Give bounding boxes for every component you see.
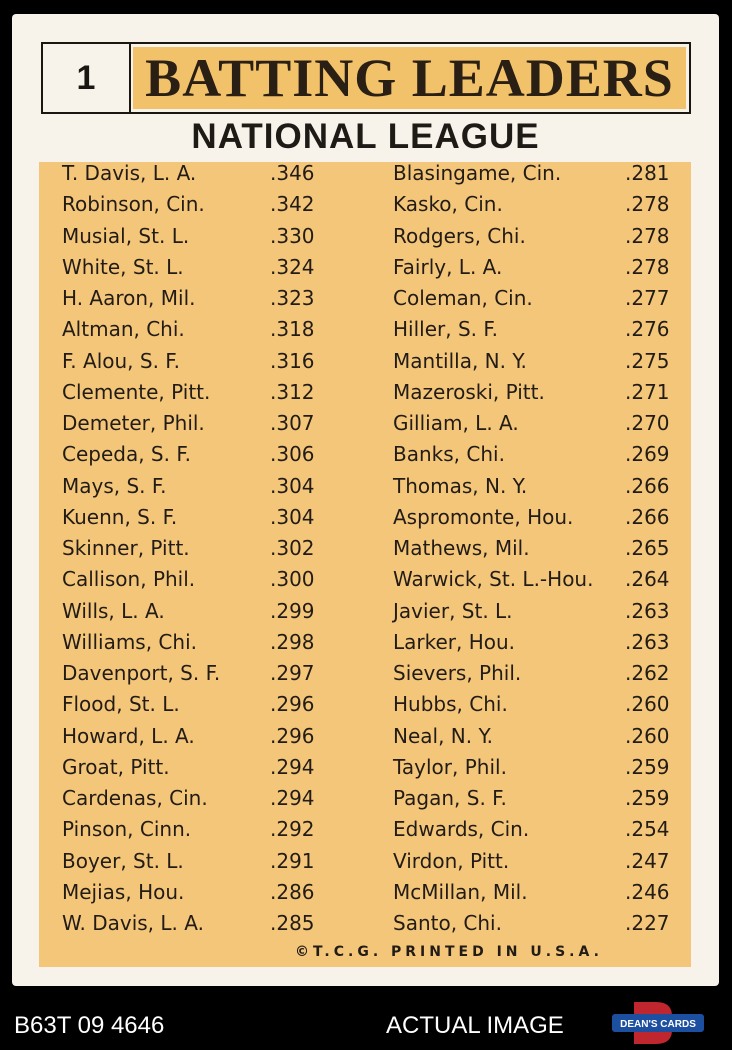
table-row [393,689,685,720]
table-row [62,689,330,720]
batting-average: .286 [270,879,315,904]
player-name: Kasko, Cin. [393,192,503,217]
player-name: Mazeroski, Pitt. [393,379,545,404]
player-name: Boyer, St. L. [62,848,184,873]
player-name: Kuenn, S. F. [62,504,178,529]
table-row [393,283,685,314]
player-name: Gilliam, L. A. [393,411,519,435]
player-name: Warwick, St. L.-Hou. [393,567,594,592]
player-name: Cardenas, Cin. [62,786,208,810]
batting-average: .323 [270,286,315,310]
batting-average: .271 [625,379,670,404]
table-row [393,877,685,908]
batting-average: .260 [625,692,670,717]
table-row [62,908,330,939]
table-row [62,846,330,877]
batting-average: .227 [625,911,670,935]
player-name: Callison, Phil. [62,567,196,592]
batting-average: .270 [625,411,670,435]
batting-average: .246 [625,879,670,904]
table-row [62,471,330,502]
batting-average: .260 [625,723,670,748]
table-row [62,439,330,470]
player-name: W. Davis, L. A. [62,911,204,935]
batting-average: .302 [270,536,315,560]
table-row [393,908,685,939]
table-row [393,314,685,345]
batting-average: .264 [625,567,670,592]
league-title: NATIONAL LEAGUE [191,117,540,156]
table-row [393,377,685,408]
batting-average: .297 [270,661,315,685]
table-row [62,814,330,845]
batting-average: .276 [625,317,670,342]
table-row [62,189,330,220]
table-row [62,377,330,408]
table-row [393,189,685,220]
player-name: McMillan, Mil. [393,879,528,904]
batting-average: .266 [625,473,670,498]
card-number: 1 [43,44,131,112]
table-row [393,408,685,439]
batting-average: .292 [270,817,315,842]
batting-average: .294 [270,786,315,810]
batting-average: .254 [625,817,670,842]
batting-average: .300 [270,567,315,592]
table-row [62,221,330,252]
player-name: Fairly, L. A. [393,254,503,279]
player-name: Mathews, Mil. [393,536,530,560]
batting-average: .263 [625,629,670,654]
player-name: Skinner, Pitt. [62,536,190,560]
batting-average: .346 [270,161,315,185]
table-row [62,877,330,908]
table-row [393,846,685,877]
player-name: Robinson, Cin. [62,192,205,217]
player-name: Wills, L. A. [62,598,165,623]
player-name: Altman, Chi. [62,317,185,342]
player-name: Mays, S. F. [62,473,167,498]
table-row [393,752,685,783]
table-row [393,721,685,752]
table-row [393,158,685,189]
table-row [393,658,685,689]
batting-average: .316 [270,348,315,373]
batting-average: .304 [270,473,315,498]
batting-average: .269 [625,442,670,467]
batting-average: .304 [270,504,315,529]
player-name: Taylor, Phil. [393,754,507,779]
table-row [393,252,685,283]
player-name: Virdon, Pitt. [393,848,510,873]
player-name: Mantilla, N. Y. [393,348,527,373]
player-name: T. Davis, L. A. [62,161,197,185]
player-name: Musial, St. L. [62,223,190,248]
player-name: Sievers, Phil. [393,661,522,685]
batting-average: .342 [270,192,315,217]
table-row [62,533,330,564]
table-row [393,814,685,845]
player-name: Pinson, Cinn. [62,817,192,842]
batting-average: .278 [625,223,670,248]
deans-cards-logo [610,1000,706,1046]
table-row [62,502,330,533]
batting-average: .330 [270,223,315,248]
table-row [62,346,330,377]
table-row [62,252,330,283]
table-row [393,221,685,252]
batting-average: .278 [625,192,670,217]
table-row [393,596,685,627]
batting-average: .281 [625,161,670,185]
player-name: Neal, N. Y. [393,723,493,748]
batting-average: .324 [270,254,315,279]
batting-average: .307 [270,411,315,435]
table-row [62,658,330,689]
table-row [62,314,330,345]
player-name: Demeter, Phil. [62,411,205,435]
batting-average: .265 [625,536,670,560]
card-header [41,42,691,114]
player-name: H. Aaron, Mil. [62,286,196,310]
table-row [393,627,685,658]
logo-text: DEAN'S CARDS [620,1019,696,1030]
player-name: Coleman, Cin. [393,286,533,310]
table-row [62,564,330,595]
batting-average: .291 [270,848,315,873]
batting-average: .312 [270,379,315,404]
batting-average: .299 [270,598,315,623]
batting-average: .277 [625,286,670,310]
player-name: Santo, Chi. [393,911,502,935]
player-name: F. Alou, S. F. [62,348,180,373]
table-row [62,752,330,783]
player-name: Mejias, Hou. [62,879,185,904]
player-name: Blasingame, Cin. [393,161,562,185]
batting-average: .296 [270,723,315,748]
table-row [393,502,685,533]
player-name: Howard, L. A. [62,723,195,748]
table-row [62,283,330,314]
player-name: Flood, St. L. [62,692,180,717]
card-title: BATTING LEADERS [133,47,686,109]
player-name: Williams, Chi. [62,629,197,654]
table-row [393,439,685,470]
actual-image-label: ACTUAL IMAGE [386,1012,564,1039]
player-name: Davenport, S. F. [62,661,221,685]
player-name: Javier, St. L. [393,598,513,623]
table-row [62,158,330,189]
cert-number: B63T 09 4646 [14,1012,165,1039]
player-name: Larker, Hou. [393,629,516,654]
batting-average: .285 [270,911,315,935]
batting-average: .275 [625,348,670,373]
table-row [393,783,685,814]
batting-average: .247 [625,848,670,873]
table-row [393,533,685,564]
batting-average: .263 [625,598,670,623]
player-name: Banks, Chi. [393,442,505,467]
batting-average: .296 [270,692,315,717]
player-name: Cepeda, S. F. [62,442,191,467]
batting-average: .259 [625,754,670,779]
player-name: Clemente, Pitt. [62,379,211,404]
batting-average: .306 [270,442,315,467]
player-name: Hubbs, Chi. [393,692,508,717]
player-name: Hiller, S. F. [393,317,499,342]
player-name: Groat, Pitt. [62,754,170,779]
batting-average: .262 [625,661,670,685]
player-name: Aspromonte, Hou. [393,504,574,529]
table-row [62,783,330,814]
table-row [62,596,330,627]
player-name: White, St. L. [62,254,184,279]
baseball-card [12,14,719,986]
table-row [393,564,685,595]
table-row [393,471,685,502]
batting-average: .298 [270,629,315,654]
batting-average: .266 [625,504,670,529]
player-name: Thomas, N. Y. [393,473,528,498]
player-name: Edwards, Cin. [393,817,530,842]
player-name: Rodgers, Chi. [393,223,526,248]
copyright-footer: ©T.C.G. PRINTED IN U.S.A. [295,944,603,960]
table-row [393,346,685,377]
table-row [62,721,330,752]
batting-average: .278 [625,254,670,279]
batting-average: .294 [270,754,315,779]
batting-average: .318 [270,317,315,342]
batting-average: .259 [625,786,670,810]
player-name: Pagan, S. F. [393,786,507,810]
table-row [62,627,330,658]
table-row [62,408,330,439]
